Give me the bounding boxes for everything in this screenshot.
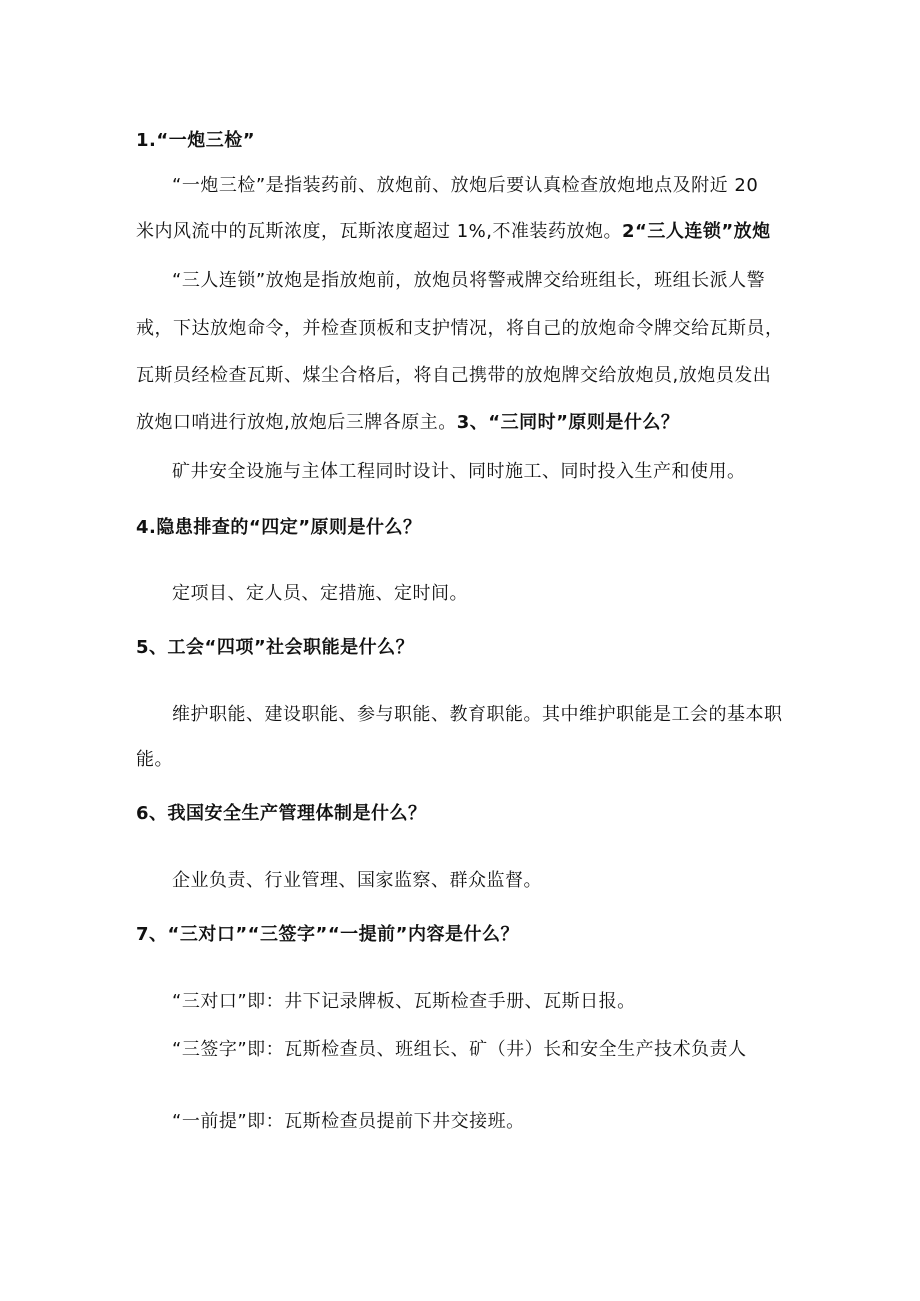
section-2-text-line-4 <box>136 410 679 436</box>
section-1-text-line-2 <box>136 219 771 245</box>
section-7-title: 7、“三对口”“三签字”“一提前”内容是什么？ <box>136 924 520 945</box>
section-6-title: 6、我国安全生产管理体制是什么？ <box>136 803 427 824</box>
section-6-answer: 企业负责、行业管理、国家监察、群众监督。 <box>172 870 542 891</box>
section-5-title: 5、工会“四项”社会职能是什么？ <box>136 637 415 658</box>
section-7-answer-1: “三对口”即：井下记录牌板、瓦斯检查手册、瓦斯日报。 <box>172 991 636 1012</box>
section-2-text-line-2: 戒，下达放炮命令，并检查顶板和支护情况，将自己的放炮命令牌交给瓦斯员， <box>136 318 784 339</box>
section-1-title: 1.“一炮三检” <box>136 130 256 151</box>
section-2-text-tail: 放炮口哨进行放炮,放炮后三牌各原主。 <box>136 412 457 433</box>
section-4-title: 4.隐患排查的“四定”原则是什么？ <box>136 517 422 538</box>
section-3-answer: 矿井安全设施与主体工程同时设计、同时施工、同时投入生产和使用。 <box>172 461 746 482</box>
section-2-text-line-3: 瓦斯员经检查瓦斯、煤尘合格后，将自己携带的放炮牌交给放炮员,放炮员发出 <box>136 365 772 386</box>
section-7-answer-3: “一前提”即：瓦斯检查员提前下井交接班。 <box>172 1111 525 1132</box>
section-5-answer-line-2: 能。 <box>136 749 173 770</box>
section-5-answer-line-1: 维护职能、建设职能、参与职能、教育职能。其中维护职能是工会的基本职 <box>172 704 783 725</box>
section-1-text-line-1: “一炮三检”是指装药前、放炮前、放炮后要认真检查放炮地点及附近 20 <box>172 175 759 196</box>
section-2-title: 2“三人连锁”放炮 <box>622 221 771 242</box>
section-4-answer: 定项目、定人员、定措施、定时间。 <box>172 583 468 604</box>
section-3-title: 3、“三同时”原则是什么？ <box>456 412 680 433</box>
section-7-answer-2: “三签字”即：瓦斯检查员、班组长、矿（井）长和安全生产技术负责人 <box>172 1039 747 1060</box>
section-1-text-tail: 米内风流中的瓦斯浓度，瓦斯浓度超过 1%,不准装药放炮。 <box>136 221 622 242</box>
section-2-text-line-1: “三人连锁”放炮是指放炮前，放炮员将警戒牌交给班组长，班组长派人警 <box>172 270 766 291</box>
